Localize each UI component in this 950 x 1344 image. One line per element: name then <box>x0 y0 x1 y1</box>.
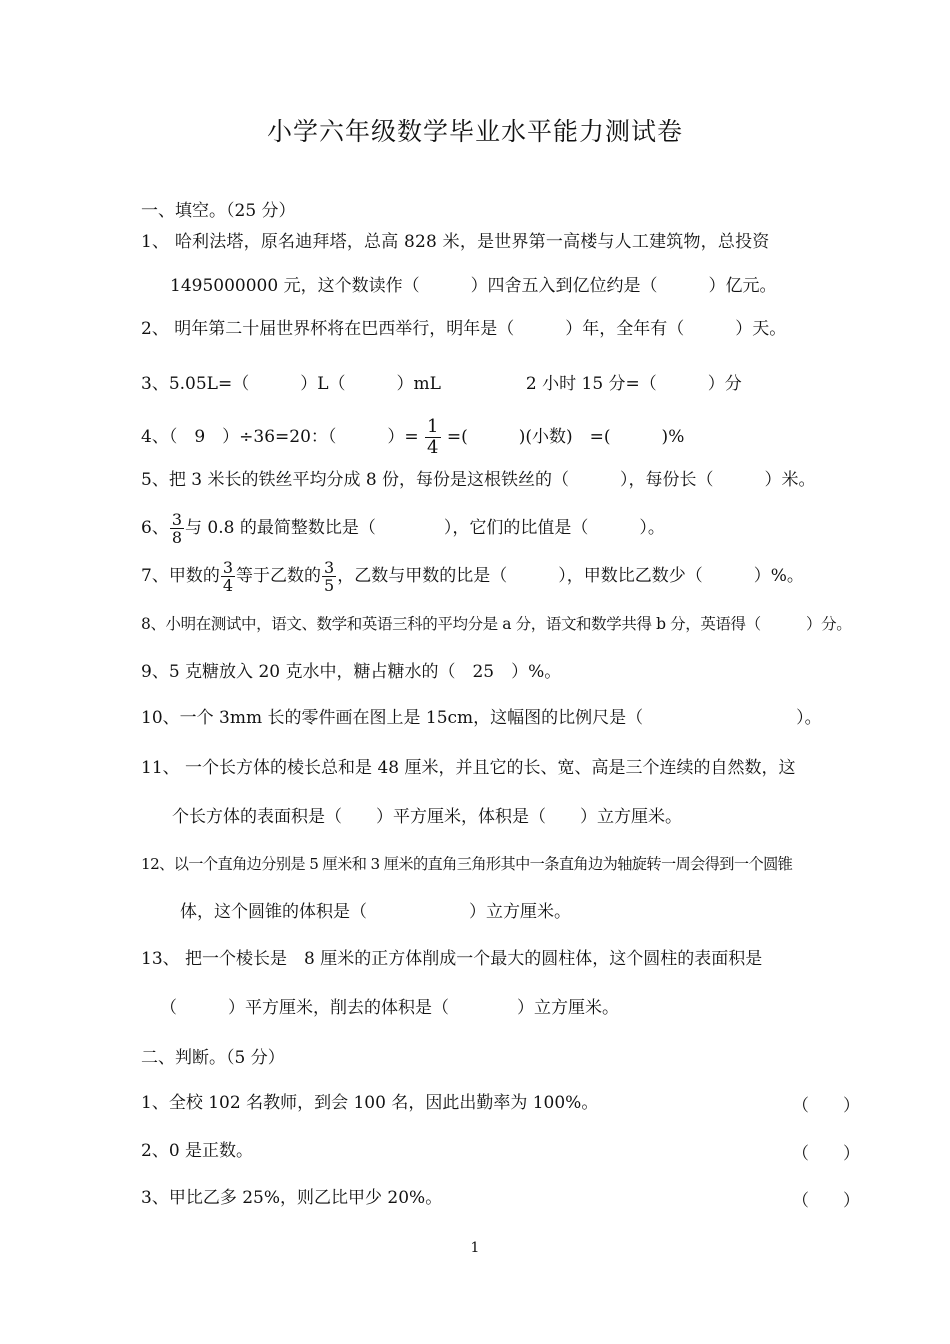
question-7-part-b: 等于乙数的 <box>236 566 322 586</box>
question-6-prefix: 6、 <box>141 518 169 538</box>
judgement-3-answer-box: （ ） <box>792 1191 860 1211</box>
fraction-three-quarters <box>221 559 235 594</box>
fraction-three-fifths <box>322 559 336 594</box>
question-3: 3、5.05L=（ ）L（ ）mL 2 小时 15 分=（ ）分 <box>141 374 742 394</box>
fraction-three-eighths <box>170 511 184 546</box>
question-12-line-1: 12、以一个直角边分别是 5 厘米和 3 厘米的直角三角形其中一条直角边为轴旋转一周会得到一个圆锥 <box>141 855 793 873</box>
question-7-part-a: 7、甲数的 <box>141 566 220 586</box>
fraction-numerator: 1 <box>427 416 439 437</box>
judgement-3: 3、甲比乙多 25%，则乙比甲少 20%。 <box>141 1188 443 1208</box>
judgement-1: 1、全校 102 名教师，到会 100 名，因此出勤率为 100%。 <box>141 1093 599 1113</box>
fraction-denominator: 8 <box>171 528 183 547</box>
question-12-line-2: 体，这个圆锥的体积是（ ）立方厘米。 <box>180 902 571 922</box>
question-5: 5、把 3 米长的铁丝平均分成 8 份，每份是这根铁丝的（ ），每份长（ ）米。 <box>141 470 816 490</box>
question-6-suffix: 与 0.8 的最简整数比是（ ），它们的比值是（ ）。 <box>185 518 665 538</box>
fraction-numerator: 3 <box>171 510 183 529</box>
fraction-one-quarter <box>425 417 440 458</box>
question-11-line-2: 个长方体的表面积是（ ）平方厘米，体积是（ ）立方厘米。 <box>172 807 682 827</box>
question-4 <box>141 417 684 458</box>
fraction-numerator: 3 <box>222 558 234 577</box>
question-7 <box>141 556 804 596</box>
judgement-2: 2、0 是正数。 <box>141 1141 254 1161</box>
section-heading-judgement: 二、判断。（5 分） <box>141 1048 285 1068</box>
judgement-2-answer-box: （ ） <box>792 1144 860 1164</box>
question-13-line-2: （ ）平方厘米，削去的体积是（ ）立方厘米。 <box>160 998 619 1018</box>
question-1-line-2: 1495000000 元，这个数读作（ ）四舍五入到亿位约是（ ）亿元。 <box>170 276 777 296</box>
fraction-denominator: 5 <box>324 576 335 595</box>
question-4-prefix: 4、（ 9 ）÷36=20：（ ）= <box>141 427 419 447</box>
question-1-line-1: 1、 哈利法塔，原名迪拜塔，总高 828 米，是世界第一高楼与人工建筑物，总投资 <box>141 232 770 252</box>
fraction-denominator: 4 <box>222 576 234 595</box>
question-11-line-1: 11、 一个长方体的棱长总和是 48 厘米，并且它的长、宽、高是三个连续的自然数，这 <box>141 758 796 778</box>
judgement-1-answer-box: （ ） <box>792 1096 860 1116</box>
question-9: 9、5 克糖放入 20 克水中，糖占糖水的（ 25 ）%。 <box>141 662 562 682</box>
question-10: 10、一个 3mm 长的零件画在图上是 15cm，这幅图的比例尺是（ ）。 <box>141 708 822 728</box>
question-2: 2、 明年第二十届世界杯将在巴西举行，明年是（ ）年，全年有（ ）天。 <box>141 319 787 339</box>
fraction-denominator: 4 <box>427 437 439 458</box>
question-13-line-1: 13、 把一个棱长是 8 厘米的正方体削成一个最大的圆柱体，这个圆柱的表面积是 <box>141 949 763 969</box>
page-title: 小学六年级数学毕业水平能力测试卷 <box>266 117 683 146</box>
fraction-numerator: 3 <box>324 558 335 577</box>
question-8: 8、小明在测试中，语文、数学和英语三科的平均分是 a 分，语文和数学共得 b 分，英语得（ ）分。 <box>141 615 852 633</box>
question-4-suffix: =( )(小数) =( )% <box>446 427 685 447</box>
page-number: 1 <box>470 1240 480 1256</box>
question-6 <box>141 508 665 548</box>
section-heading-fill-blank: 一、填空。（25 分） <box>141 201 296 221</box>
question-7-part-c: ，乙数与甲数的比是（ ），甲数比乙数少（ ）%。 <box>337 566 804 586</box>
